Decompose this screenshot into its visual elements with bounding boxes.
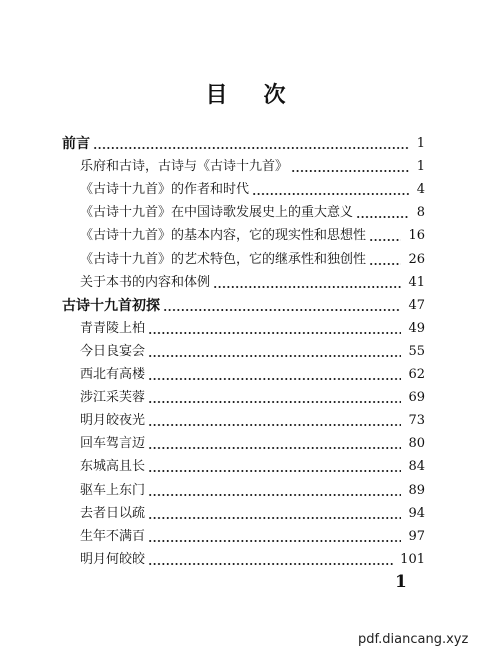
toc-entry-page: 62 bbox=[408, 367, 425, 382]
toc-entry[interactable] bbox=[0, 203, 493, 223]
page-title bbox=[0, 78, 493, 109]
toc-entry[interactable] bbox=[0, 319, 493, 339]
toc-entry[interactable] bbox=[0, 157, 493, 177]
toc-entry-label: 古诗十九首初探 bbox=[62, 297, 160, 314]
toc-entry-page: 97 bbox=[408, 528, 425, 544]
toc-entry-page: 41 bbox=[408, 274, 425, 290]
toc-entry-label: 前言 bbox=[62, 136, 90, 152]
toc-entry[interactable] bbox=[0, 457, 493, 477]
toc-entry-label: 西北有高楼 bbox=[80, 367, 146, 382]
toc-entry[interactable] bbox=[0, 504, 493, 524]
toc-entry-label: 驱车上东门 bbox=[80, 482, 146, 498]
toc-entry-page: 89 bbox=[408, 482, 425, 498]
toc-entry-label: 青青陵上柏 bbox=[80, 320, 146, 336]
toc-entry-page: 101 bbox=[400, 551, 425, 567]
toc-entry-page: 1 bbox=[416, 136, 425, 151]
toc-entry[interactable] bbox=[0, 411, 493, 431]
toc-entry[interactable] bbox=[0, 250, 493, 270]
toc-entry[interactable] bbox=[0, 226, 493, 246]
toc-entry[interactable] bbox=[0, 180, 493, 200]
toc-entry[interactable] bbox=[0, 296, 493, 316]
toc-entry-page: 1 bbox=[416, 159, 425, 175]
toc-entry-label: 生年不满百 bbox=[80, 528, 146, 544]
toc-entry-label: 明月何皎皎 bbox=[80, 551, 146, 567]
toc-entry-page: 69 bbox=[408, 390, 425, 406]
toc-entry-page: 94 bbox=[408, 505, 425, 521]
toc-entry-label: 乐府和古诗，古诗与《古诗十九首》 bbox=[80, 159, 289, 175]
toc-entry-page: 55 bbox=[408, 343, 425, 359]
page-number: 1 bbox=[395, 572, 407, 592]
toc-entry-page: 49 bbox=[408, 320, 425, 336]
toc-entry-label: 明月皎夜光 bbox=[80, 413, 146, 429]
toc-entry-label: 《古诗十九首》在中国诗歌发展史上的重大意义 bbox=[80, 205, 354, 221]
toc-entry[interactable] bbox=[0, 388, 493, 408]
toc-entry[interactable] bbox=[0, 527, 493, 547]
toc-entry-label: 《古诗十九首》的基本内容，它的现实性和思想性 bbox=[80, 228, 367, 244]
toc-entry-page: 8 bbox=[416, 205, 425, 221]
toc-entry[interactable] bbox=[0, 342, 493, 362]
toc-entry-label: 《古诗十九首》的艺术特色，它的继承性和独创性 bbox=[80, 251, 367, 267]
toc-entry-page: 73 bbox=[408, 413, 425, 429]
title-char-2: 次 bbox=[263, 83, 288, 108]
toc-entry[interactable] bbox=[0, 434, 493, 454]
watermark: pdf.diancang.xyz bbox=[358, 632, 469, 647]
toc-entry-label: 涉江采芙蓉 bbox=[80, 390, 146, 406]
title-char-1: 目 bbox=[205, 83, 230, 108]
toc-entry[interactable] bbox=[0, 365, 493, 385]
toc-entry-label: 去者日以疏 bbox=[80, 505, 146, 521]
toc-entry-page: 84 bbox=[408, 459, 425, 475]
toc-entry-page: 26 bbox=[408, 251, 425, 267]
toc-entry-page: 4 bbox=[416, 182, 425, 198]
toc-entry[interactable] bbox=[0, 481, 493, 501]
toc-entry[interactable] bbox=[0, 273, 493, 293]
toc-entry-label: 东城高且长 bbox=[80, 459, 146, 475]
toc-entry-label: 关于本书的内容和体例 bbox=[80, 274, 211, 290]
toc-entry-page: 16 bbox=[408, 228, 425, 244]
toc-entry-label: 《古诗十九首》的作者和时代 bbox=[80, 182, 250, 198]
toc-entry-label: 今日良宴会 bbox=[80, 343, 146, 359]
toc-entry-page: 47 bbox=[408, 297, 425, 313]
toc-entry-page: 80 bbox=[408, 436, 425, 452]
toc-entry[interactable] bbox=[0, 134, 493, 154]
toc-entry-label: 回车驾言迈 bbox=[80, 436, 146, 452]
toc-entry[interactable] bbox=[0, 550, 493, 570]
